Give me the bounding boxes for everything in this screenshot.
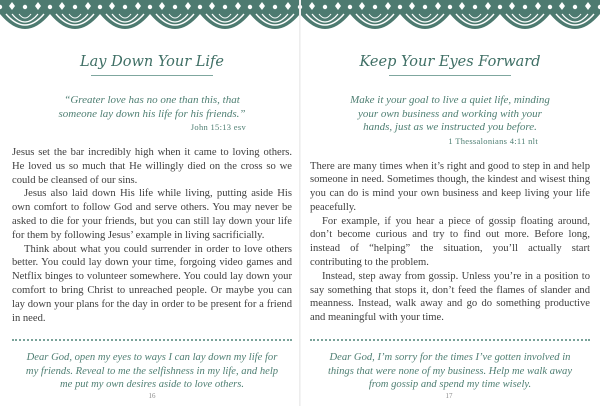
title-underline [77, 74, 227, 78]
page-number-right: 17 [445, 392, 453, 400]
verse-line: someone lay down his life for his friends.” [58, 107, 246, 120]
devotional-body [310, 160, 590, 326]
body-paragraph: Jesus set the bar incredibly high when it came to loving others. He loved us so much that He willingly died on the cross so we could be cleansed of our sins. [12, 147, 292, 186]
verse-line: your own business and working with your [358, 107, 542, 120]
scripture-verse [22, 94, 282, 121]
page-title: Keep Your Eyes Forward [359, 54, 541, 70]
dotted-divider [12, 339, 292, 341]
page-gutter [299, 0, 301, 406]
page-number-left: 16 [148, 392, 156, 400]
left-page [12, 44, 292, 392]
verse-line: Make it your goal to live a quiet life, minding [350, 94, 550, 106]
prayer-text: Dear God, I’m sorry for the times I’ve gotten involved in things that were none of my business. Help me walk away from gossip and spend my time wisely. [327, 352, 573, 391]
right-page [310, 44, 590, 392]
verse-line: hands, just as we instructed you before. [363, 121, 537, 133]
verse-line: “Greater love has no one than this, that [64, 94, 240, 106]
prayer-text: Dear God, open my eyes to ways I can lay down my life for my friends. Reveal to me the selfishness in my life, and help me put my own desires aside to love others. [25, 352, 279, 391]
body-paragraph: Think about what you could surrender in order to love others better. You could lay down your time, forgoing video games and Netflix binges to volunteer somewhere. You could lay down your comfort to bring Christ to unreached people. Or maybe you can lay down your plans for the day in order to be present for a friend in need. [12, 243, 292, 324]
devotional-body [12, 146, 292, 325]
verse-reference: 1 Thessalonians 4:11 nlt [448, 135, 538, 146]
dotted-divider [310, 339, 590, 341]
verse-reference: John 15:13 esv [190, 122, 246, 132]
scripture-verse [320, 94, 580, 135]
body-paragraph: There are many times when it’s right and good to step in and help someone in need. Sometimes though, the kindest and wisest thing you can do is mind your own business and keep living your life peacefully. [310, 160, 590, 213]
body-paragraph: Instead, step away from gossip. Unless you’re in a position to say something that stops it, don’t feed the flames of slander and meanness. Instead, walk away and go do something productive and meaningful with your time. [310, 270, 590, 324]
body-paragraph: Jesus also laid down His life while living, putting aside His own comfort to follow God and serve others. You may never be asked to die for your friends, but you can still lay down your life for them by following Jesus’ example in living sacrificially. [12, 188, 292, 241]
page-title: Lay Down Your Life [80, 54, 224, 70]
body-paragraph: For example, if you hear a piece of gossip floating around, don’t become curious and try to find out more. Before long, instead of “helping” the situation, you’ll actually start contributing to the problem. [310, 215, 590, 269]
title-underline [375, 74, 525, 78]
